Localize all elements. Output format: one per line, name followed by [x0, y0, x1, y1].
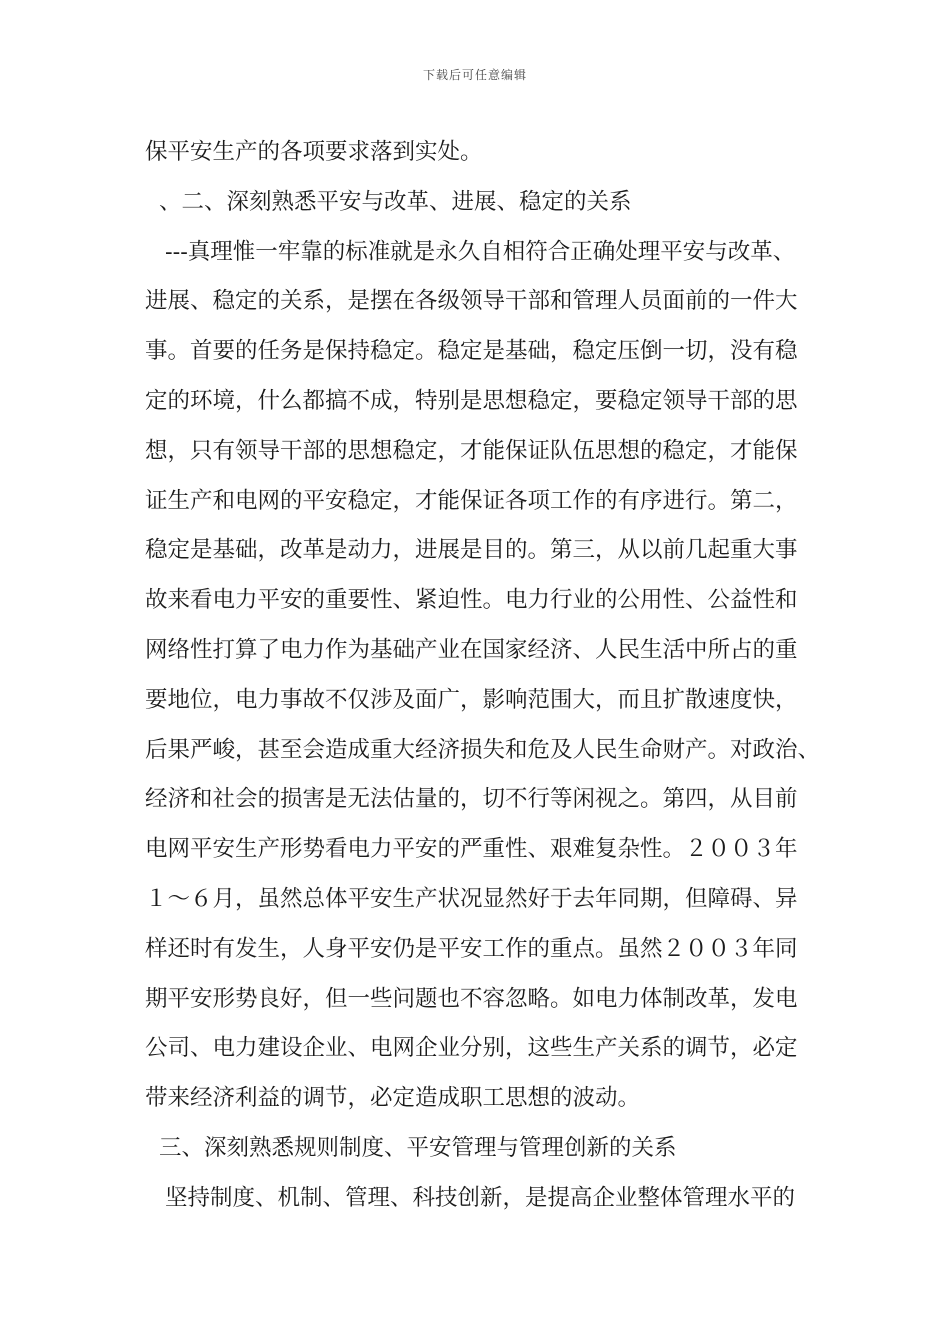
body-line: 样还时有发生，人身平安仍是平安工作的重点。虽然２００３年同 [145, 935, 798, 962]
section-heading-3: 三、深刻熟悉规则制度、平安管理与管理创新的关系 [159, 1134, 677, 1161]
body-line: 公司、电力建设企业、电网企业分别，这些生产关系的调节，必定 [145, 1035, 798, 1062]
body-line: 网络性打算了电力作为基础产业在国家经济、人民生活中所占的重 [145, 636, 798, 663]
body-line: 事。首要的任务是保持稳定。稳定是基础，稳定压倒一切，没有稳 [145, 338, 798, 365]
body-line: 证生产和电网的平安稳定，才能保证各项工作的有序进行。第二， [145, 487, 798, 514]
body-line: 带来经济利益的调节，必定造成职工思想的波动。 [145, 1085, 641, 1112]
body-line: 后果严峻，甚至会造成重大经济损失和危及人民生命财产。对政治、 [145, 736, 821, 763]
body-line: １～６月，虽然总体平安生产状况显然好于去年同期，但障碍、异 [145, 885, 798, 912]
body-line: 稳定是基础，改革是动力，进展是目的。第三，从以前几起重大事 [145, 537, 798, 564]
body-line: 经济和社会的损害是无法估量的，切不行等闲视之。第四，从目前 [145, 786, 798, 813]
body-line: ---真理惟一牢靠的标准就是永久自相符合正确处理平安与改革、 [165, 238, 796, 265]
body-line: 保平安生产的各项要求落到实处。 [145, 139, 483, 165]
body-line: 期平安形势良好，但一些问题也不容忽略。如电力体制改革，发电 [145, 985, 798, 1012]
body-line: 要地位，电力事故不仅涉及面广，影响范围大，而且扩散速度快， [145, 686, 798, 713]
body-line: 电网平安生产形势看电力平安的严重性、艰难复杂性。２００３年 [145, 836, 798, 863]
body-line: 坚持制度、机制、管理、科技创新，是提高企业整体管理水平的 [165, 1184, 796, 1211]
body-line: 故来看电力平安的重要性、紧迫性。电力行业的公用性、公益性和 [145, 587, 798, 614]
body-line: 进展、稳定的关系，是摆在各级领导干部和管理人员面前的一件大 [145, 288, 798, 315]
section-heading-2: 、二、深刻熟悉平安与改革、进展、稳定的关系 [159, 188, 632, 215]
page-header-note: 下载后可任意编辑 [422, 68, 527, 82]
body-line: 定的环境，什么都搞不成，特别是思想稳定，要稳定领导干部的思 [145, 387, 798, 414]
body-line: 想，只有领导干部的思想稳定，才能保证队伍思想的稳定，才能保 [145, 437, 798, 464]
document-body [145, 128, 835, 1224]
